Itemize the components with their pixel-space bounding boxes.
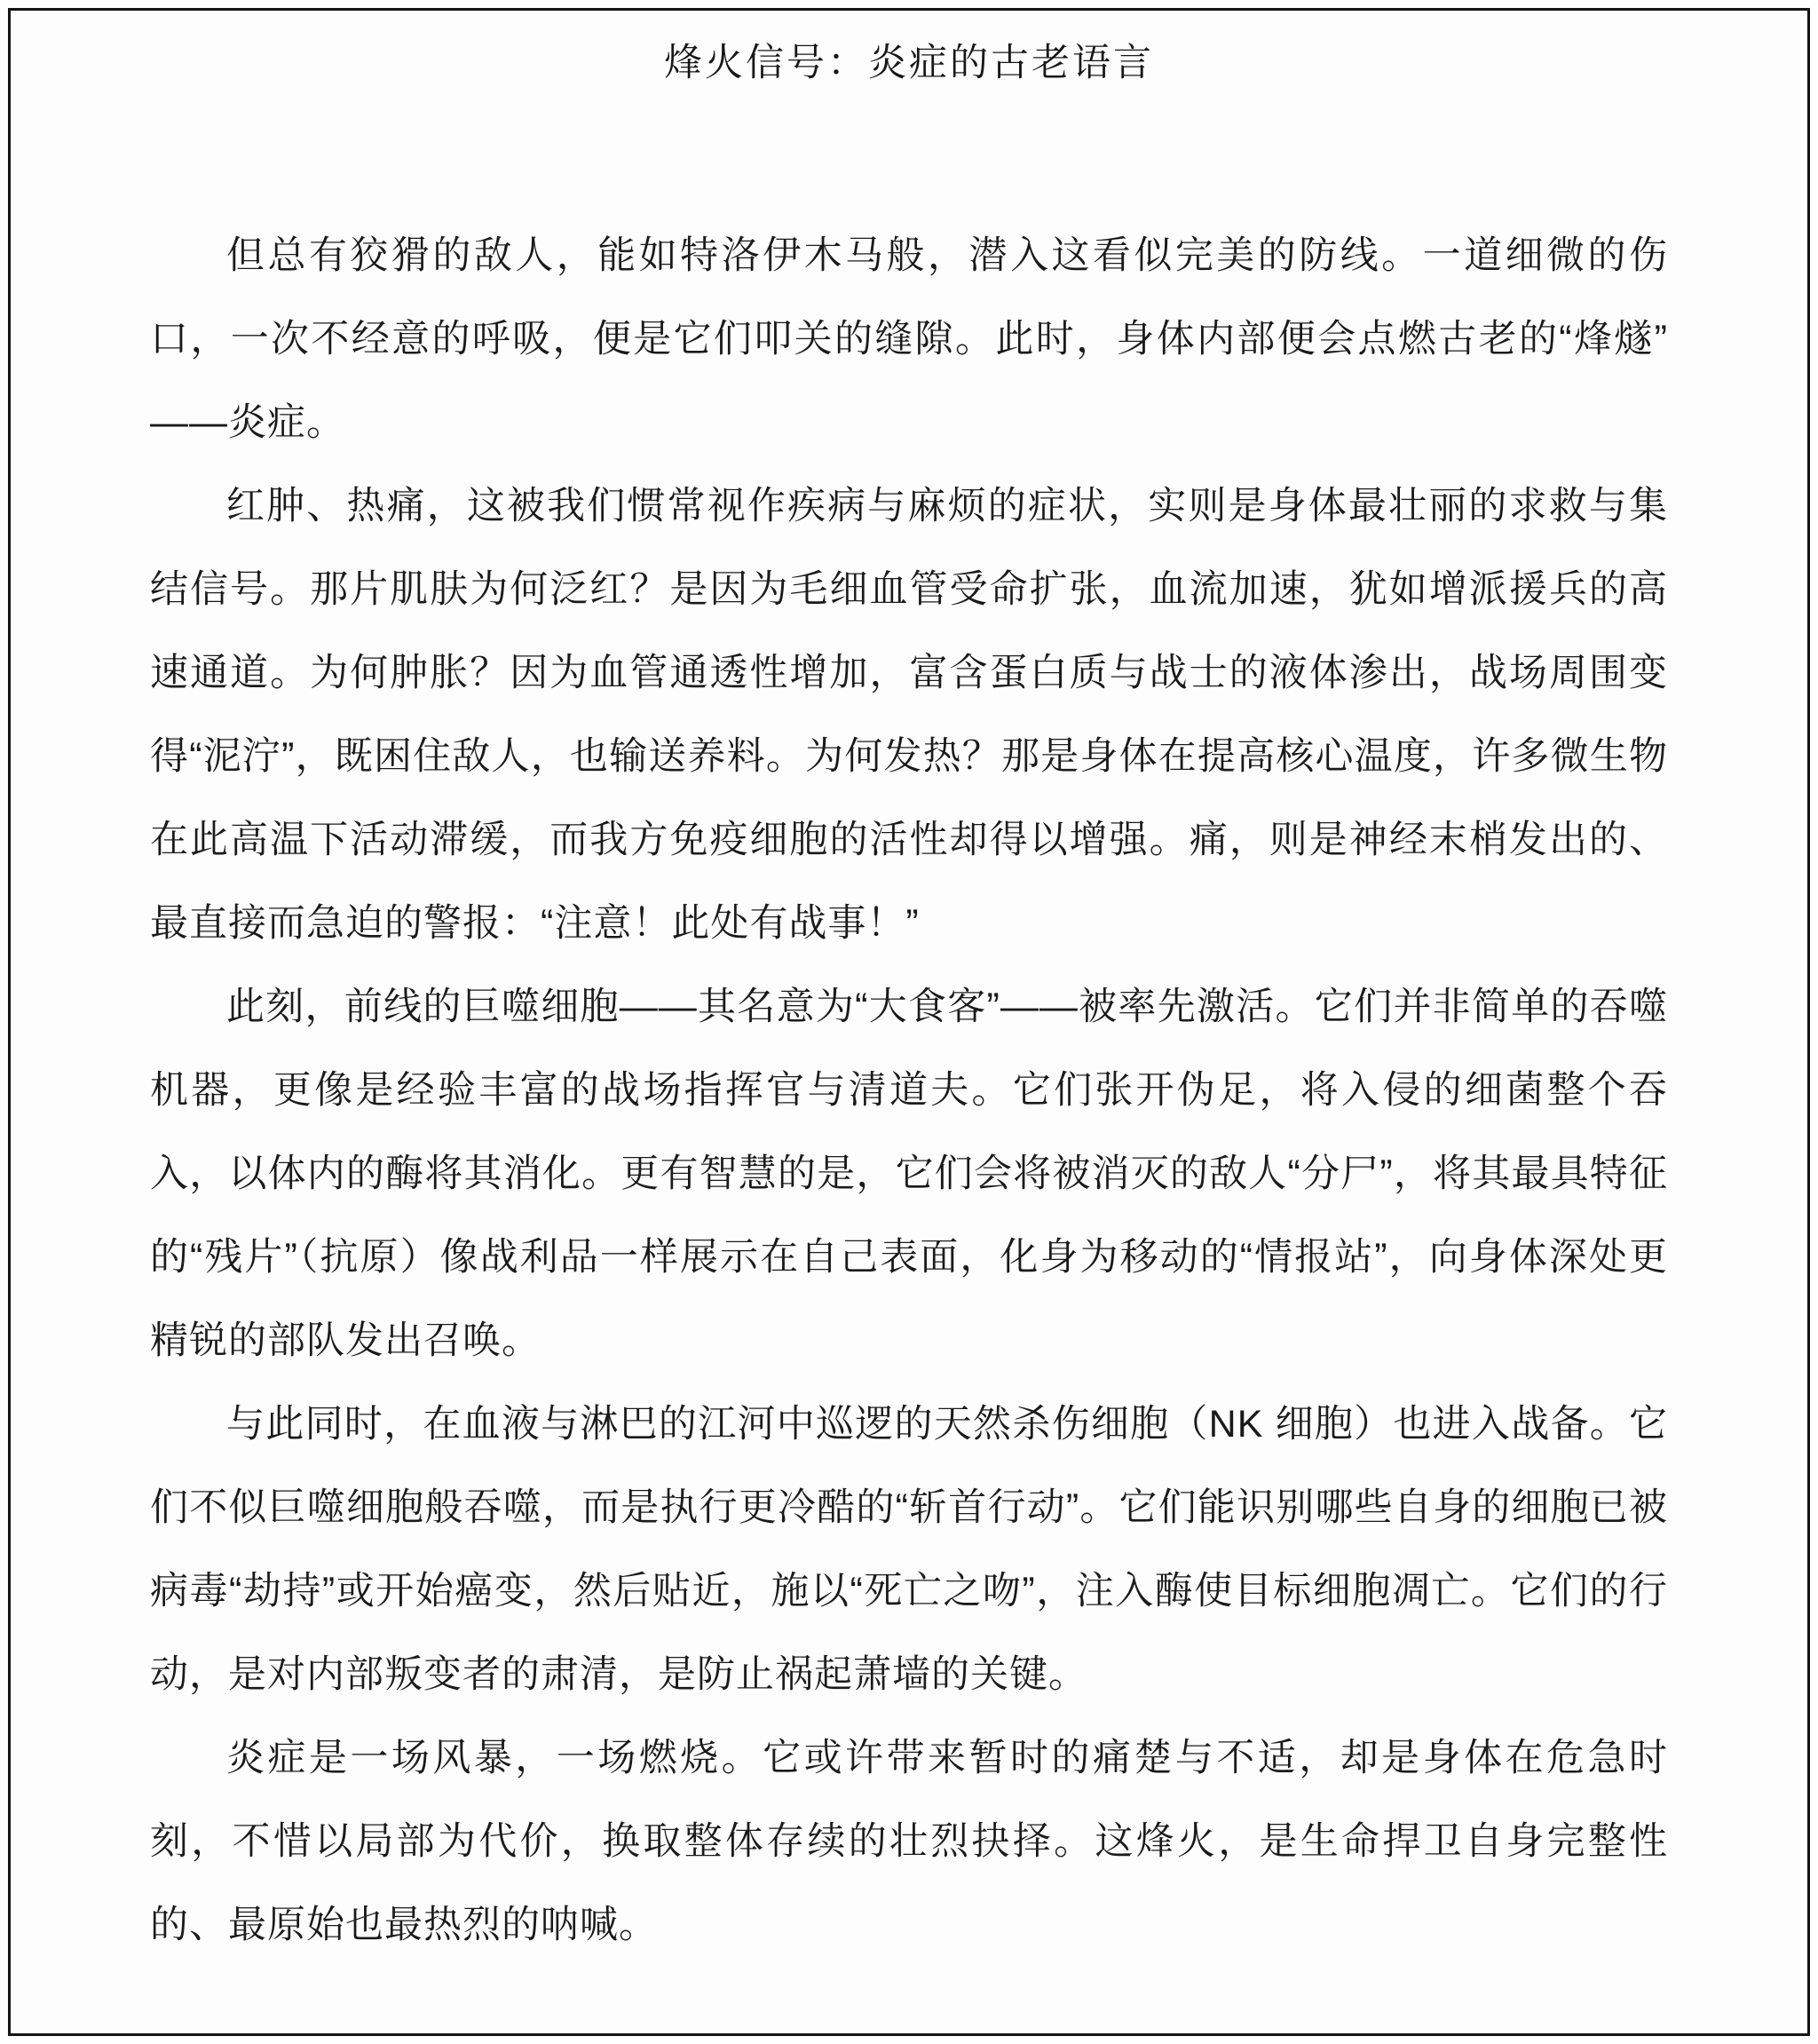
paragraph-nk-cells: 与此同时，在血液与淋巴的江河中巡逻的天然杀伤细胞（NK 细胞）也进入战备。它们不似巨噬细胞般吞噬，而是执行更冷酷的“斩首行动”。它们能识别哪些自身的细胞已被病毒“劫持”或开始癌变，然后贴近，施以“死亡之吻”，注入酶使目标细胞凋亡。它们的行动，是对内部叛变者的肃清，是防止祸起萧墙的关键。 [150, 1403, 1668, 1696]
paragraph-intro-enemy: 但总有狡猾的敌人，能如特洛伊木马般，潜入这看似完美的防线。一道细微的伤口，一次不经意的呼吸，便是它们叩关的缝隙。此时，身体内部便会点燃古老的“烽燧”——炎症。 [150, 234, 1668, 444]
paragraph-conclusion: 炎症是一场风暴，一场燃烧。它或许带来暂时的痛楚与不适，却是身体在危急时刻，不惜以局部为代价，换取整体存续的壮烈抉择。这烽火，是生命捍卫自身完整性的、最原始也最热烈的呐喊。 [150, 1737, 1668, 1946]
document-body [11, 214, 1807, 1967]
document-title: 烽火信号：炎症的古老语言 [664, 42, 1154, 84]
paragraph-macrophages: 此刻，前线的巨噬细胞——其名意为“大食客”——被率先激活。它们并非简单的吞噬机器，更像是经验丰富的战场指挥官与清道夫。它们张开伪足，将入侵的细菌整个吞入，以体内的酶将其消化。更有智慧的是，它们会将被消灭的敌人“分尸”，将其最具特征的“残片”（抗原）像战利品一样展示在自己表面，化身为移动的“情报站”，向身体深处更精锐的部队发出召唤。 [150, 986, 1668, 1362]
page-border-frame [8, 8, 1810, 2036]
paragraph-inflammation-signals: 红肿、热痛，这被我们惯常视作疾病与麻烦的症状，实则是身体最壮丽的求救与集结信号。那片肌肤为何泛红？是因为毛细血管受命扩张，血流加速，犹如增派援兵的高速通道。为何肿胀？因为血管通透性增加，富含蛋白质与战士的液体渗出，战场周围变得“泥泞”，既困住敌人，也输送养料。为何发热？那是身体在提高核心温度，许多微生物在此高温下活动滞缓，而我方免疫细胞的活性却得以增强。痛，则是神经末梢发出的、最直接而急迫的警报：“注意！此处有战事！” [150, 485, 1668, 945]
